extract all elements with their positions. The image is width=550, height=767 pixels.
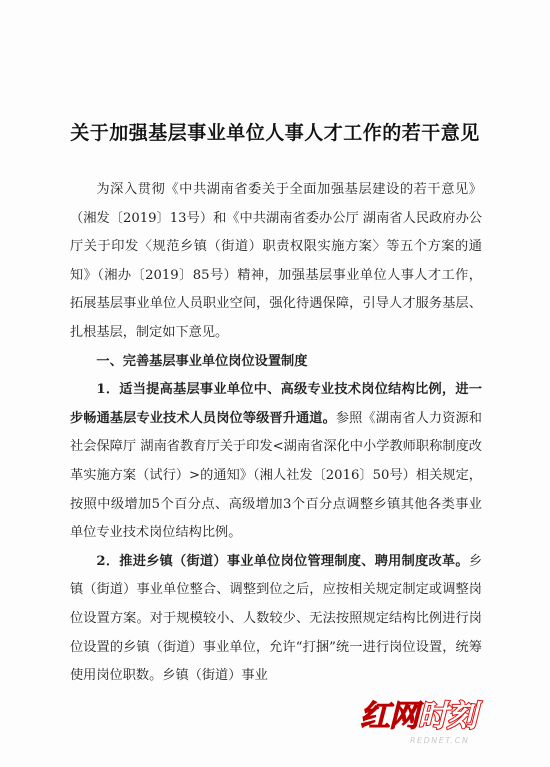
item-1-body: 参照《湖南省人力资源和社会保障厅 湖南省教育厅关于印发<湖南省深化中小学教师职称制度改革实施方案（试行）>的通知》（湘人社发〔2016〕50号）相关规定，按照中级增加5个百分点、高级增加3个百分点调整乡镇其他各类事业单位专业技术岗位结构比例。 bbox=[70, 410, 482, 541]
item-1-paragraph bbox=[70, 376, 482, 548]
watermark-text bbox=[360, 700, 476, 734]
watermark-part-2: 时刻 bbox=[418, 699, 476, 734]
watermark-part-1: 红网 bbox=[360, 699, 418, 734]
item-2-paragraph bbox=[70, 548, 482, 691]
section-heading: 一、完善基层事业单位岗位设置制度 bbox=[96, 353, 308, 369]
item-2-lead: 2．推进乡镇（街道）事业单位岗位管理制度、聘用制度改革。 bbox=[96, 553, 469, 569]
watermark-subtext: REDNET.CN bbox=[410, 736, 470, 745]
intro-paragraph: 为深入贯彻《中共湖南省委关于全面加强基层建设的若干意见》（湘发〔2019〕13号）和《中共湖南省委办公厅 湖南省人民政府办公厅关于印发〈规范乡镇（街道）职责权限实施方案〉等五个方案的通知》（湘办〔2019〕85号）精神，加强基层事业单位人事人才工作，拓展基层事业单位人员职业空间，强化待遇保障，引导人才服务基层、扎根基层，制定如下意见。 bbox=[70, 182, 482, 340]
item-1-lead: 1．适当提高基层事业单位中、高级专业技术岗位结构比例，进一步畅通基层专业技术人员岗位等级晋升通道。 bbox=[70, 382, 482, 426]
document-title: 关于加强基层事业单位人事人才工作的若干意见 bbox=[70, 122, 480, 144]
rednet-watermark-logo bbox=[360, 700, 530, 760]
item-2-body: 乡镇（街道）事业单位整合、调整到位之后，应按相关规定制定或调整岗位设置方案。对于规模较小、人数较少、无法按照规定结构比例进行岗位设置的乡镇（街道）事业单位，允许“打捆”统一进行岗位设置，统筹使用岗位职数。乡镇（街道）事业 bbox=[70, 553, 482, 684]
document-body bbox=[70, 176, 482, 691]
